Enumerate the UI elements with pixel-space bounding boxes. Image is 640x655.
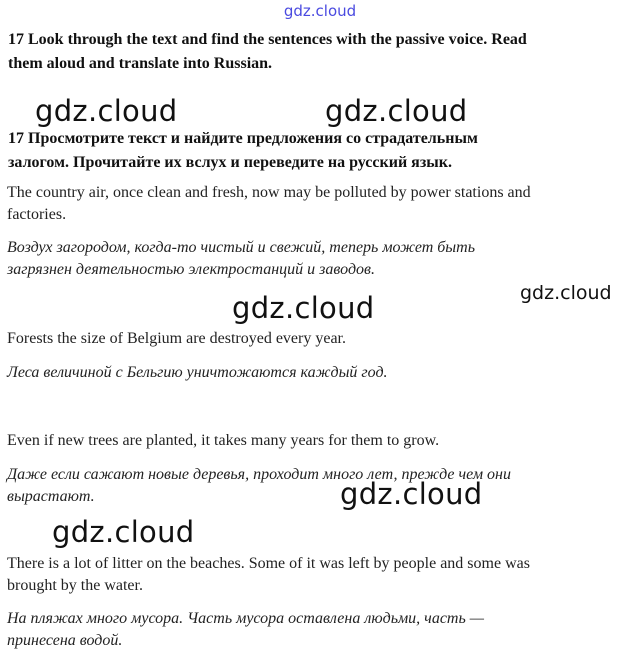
sentence-en-line: Even if new trees are planted, it takes many years for them to grow. <box>7 432 440 449</box>
sentence-ru-line: Воздух загородом, когда-то чистый и свежий, теперь может быть <box>7 239 475 256</box>
sentence-ru-line: Даже если сажают новые деревья, проходит много лет, прежде чем они <box>7 466 511 483</box>
sentence-ru <box>7 237 633 281</box>
watermark: gdz.cloud <box>52 515 195 549</box>
sentence-en-line: factories. <box>7 206 67 223</box>
sentence-en-line: Forests the size of Belgium are destroyed every year. <box>7 330 346 347</box>
sentence-ru-line: загрязнен деятельностью электростанций и заводов. <box>7 261 375 278</box>
task-heading-ru-line: залогом. Прочитайте их вслух и переведите на русский язык. <box>8 154 452 171</box>
sentence-en-line: The country air, once clean and fresh, now may be polluted by power stations and <box>7 184 531 201</box>
sentence-en <box>7 553 633 597</box>
watermark: gdz.cloud <box>232 291 375 325</box>
sentence-ru-line: Леса величиной с Бельгию уничтожаются каждый год. <box>7 364 388 381</box>
watermark: gdz.cloud <box>35 94 178 128</box>
watermark: gdz.cloud <box>520 282 612 304</box>
sentence-ru-line: На пляжах много мусора. Часть мусора оставлена людьми, часть — <box>7 610 484 627</box>
task-heading-ru <box>8 127 628 175</box>
task-heading-en-line: them aloud and translate into Russian. <box>8 55 273 72</box>
watermark: gdz.cloud <box>325 94 468 128</box>
sentence-en-line: There is a lot of litter on the beaches. Some of it was left by people and some was <box>7 555 530 572</box>
task-heading-en <box>8 28 628 76</box>
task-heading-en-line: 17 Look through the text and find the sentences with the passive voice. Read <box>8 31 527 48</box>
sentence-ru <box>7 464 633 508</box>
sentence-ru-line: вырастают. <box>7 488 95 505</box>
sentence-ru <box>7 608 633 652</box>
sentence-ru <box>7 362 633 384</box>
sentence-en <box>7 182 633 226</box>
sentence-en <box>7 430 633 452</box>
task-heading-ru-line: 17 Просмотрите текст и найдите предложения со страдательным <box>8 130 478 147</box>
watermark: gdz.cloud <box>340 477 483 511</box>
sentence-en <box>7 328 633 350</box>
site-mark: gdz.cloud <box>283 2 357 20</box>
sentence-en-line: brought by the water. <box>7 577 143 594</box>
sentence-ru-line: принесена водой. <box>7 632 123 649</box>
